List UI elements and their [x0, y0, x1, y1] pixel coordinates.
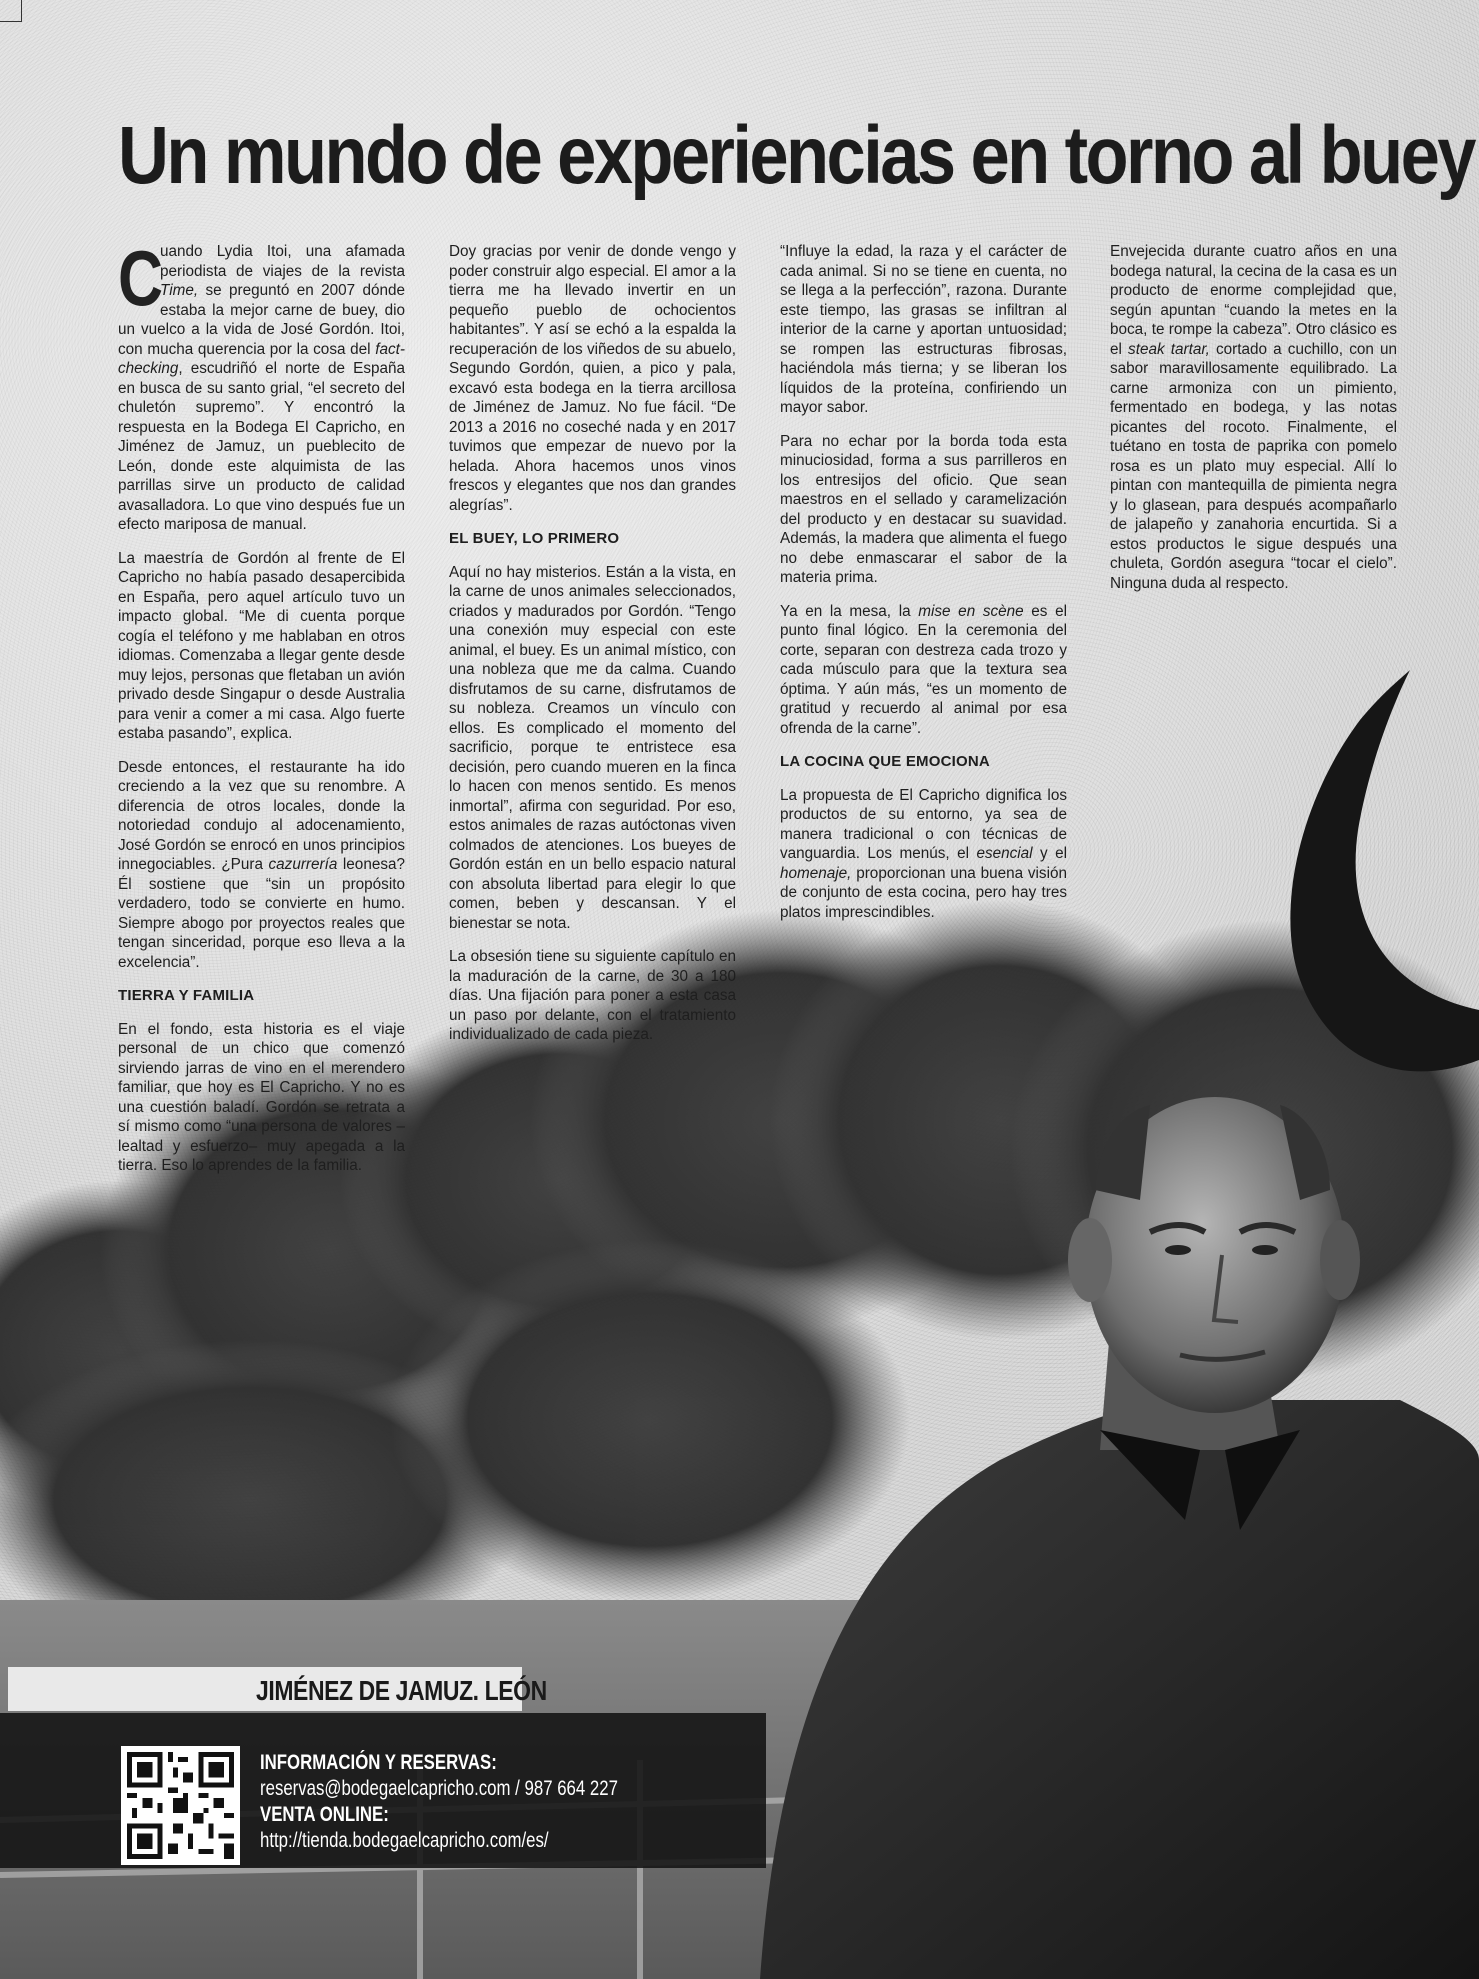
paragraph: Aquí no hay misterios. Están a la vista, en la carne de unos animales seleccionados, criados y madurados por Gordón. “Tengo una conexión muy especial con este animal, el buey. Es un animal místico, con una nobleza que me da calma. Cuando disfrutamos de su carne, disfrutamos de su nobleza. Creamos un vínculo con ellos. Es complicado el momento del sacrificio, porque te entristece esa decisión, pero cuando mueren en la finca lo hacen con menos sentido. Es menos inmortal”, afirma con seguridad. Por eso, estos animales de razas autóctonas viven colmados de atenciones. Los bueyes de Gordón están en un bello espacio natural con absoluta libertad para elegir lo que comen, beben y descansan. Y el bienestar se nota. [449, 563, 736, 932]
drop-cap: C [118, 234, 164, 322]
store-url-link[interactable]: http://tienda.bodegaelcapricho.com/es/ [260, 1829, 549, 1852]
section-heading: TIERRA Y FAMILIA [118, 987, 255, 1004]
paragraph: Para no echar por la borda toda esta minuciosidad, forma a sus parrilleros en los entresijos del oficio. Que sean maestros en el sellado y caramelización del producto y en destacar su suavidad. Además, la madera que alimenta el fuego no debe enmascarar el sabor de la materia prima. [780, 432, 1067, 586]
reservations-label: INFORMACIÓN Y RESERVAS: [260, 1751, 497, 1774]
paragraph: Ya en la mesa, la mise en scène es el punto final lógico. En la ceremonia del corte, separan con destreza cada trozo y cada músculo para que la textura sea óptima. Y aún más, “es un momento de gratitud y recuerdo al animal por esa ofrenda de la carne”. [780, 602, 1067, 737]
article-column-4 [1110, 242, 1397, 607]
paragraph: La propuesta de El Capricho dignifica los productos de su entorno, ya sea de manera tradicional o con técnicas de vanguardia. Los menús, el esencial y el homenaje, proporcionan una buena visión de conjunto de esta cocina, pero hay tres platos imprescindibles. [780, 786, 1067, 921]
paragraph: “Influye la edad, la raza y el carácter de cada animal. Si no se tiene en cuenta, no se llega a la perfección”, razona. Durante este tiempo, las grasas se infiltran al interior de la carne y aportan untuosidad; se rompen las estructuras fibrosas, haciéndola más tierna; y se liberan los líquidos de la proteína, confiriendo un mayor sabor. [780, 243, 1067, 416]
paragraph: La maestría de Gordón al frente de El Capricho no había pasado desapercibida en España, pero aquel artículo tuvo un impacto global. “Me di cuenta porque cogía el teléfono y me hablaban en otros idiomas. Comenzaba a llegar gente desde muy lejos, personas que fletaban un avión privado desde Singapur o desde Australia para venir a comer a mi casa. Algo fuerte estaba pasando”, explica. [118, 549, 405, 742]
paragraph: Desde entonces, el restaurante ha ido creciendo a la vez que su renombre. A diferencia de otros locales, donde la notoriedad condujo al adocenamiento, José Gordón se enrocó en unos principios innegociables. ¿Pura cazurrería leonesa? Él sostiene que “sin un propósito verdadero, todo se convierte en humo. Siempre abogo por proyectos reales que tengan sinceridad, porque eso lleva a la excelencia”. [118, 758, 405, 971]
article-column-1 [118, 234, 405, 1190]
contact-details[interactable]: reservas@bodegaelcapricho.com / 987 664 227 [260, 1777, 618, 1800]
location-label [8, 1667, 547, 1711]
contact-info [260, 1750, 618, 1854]
online-sales-label: VENTA ONLINE: [260, 1803, 389, 1826]
location-text: JIMÉNEZ DE JAMUZ. LEÓN [256, 1675, 547, 1706]
crop-mark [0, 0, 22, 22]
section-heading: LA COCINA QUE EMOCIONA [780, 753, 990, 770]
headline: Un mundo de experiencias en torno al buey [118, 110, 1474, 201]
article-column-3 [780, 242, 1067, 936]
section-heading: EL BUEY, LO PRIMERO [449, 530, 620, 547]
article-column-2 [449, 242, 736, 1059]
paragraph: C uando Lydia Itoi, una afamada periodista de viajes de la revista Time, se preguntó en 2007 dónde estaba la mejor carne de buey, dio un vuelco a la vida de José Gordón. Itoi, con mucha querencia por la cosa del fact-checking, escudriñó el norte de España en busca de su santo grial, “el secreto del chuletón supremo”. Y encontró la respuesta en la Bodega El Capricho, en Jiménez de Jamuz, un pueblecito de León, donde este alquimista de las parrillas sirve un producto de calidad avasalladora. Lo que vino después fue un efecto mariposa de manual. [118, 234, 405, 533]
paragraph: Envejecida durante cuatro años en una bodega natural, la cecina de la casa es un producto de enorme complejidad que, según apuntan “cuando la metes en la boca, te rompe la cabeza”. Otro clásico es el steak tartar, cortado a cuchillo, con un sabor maravillosamente equilibrado. La carne armoniza con un pimiento, fermentado en bodega, y las notas picantes del rocoto. Finalmente, el tuétano en tosta de paprika con pomelo rosa es un plato muy especial. Allí lo pintan con mantequilla de pimienta negra y lo glasean, para después acompañarlo de jalapeño y zanahoria encurtida. Si a estos productos le sigue después una chuleta, Gordón asegura “tocar el cielo”. Ninguna duda al respecto. [1110, 243, 1398, 592]
paragraph: En el fondo, esta historia es el viaje personal de un chico que comenzó sirviendo jarras de vino en el merendero familiar, que hoy es El Capricho. Y no es una cuestión baladí. Gordón se retrata a sí mismo como “una persona de valores –lealtad y esfuerzo– muy apegada a la tierra. Eso lo aprendes de la familia. [118, 1020, 405, 1174]
paragraph: Doy gracias por venir de donde vengo y poder construir algo especial. El amor a la tierra me ha llevado invertir en un pequeño pueblo de ochocientos habitantes”. Y así se echó a la espalda la recuperación de los viñedos de su abuelo, Segundo Gordón, quien, a pico y pala, excavó esta bodega en la tierra arcillosa de Jiménez de Jamuz. No fue fácil. “De 2013 a 2016 no coseché nada y en 2017 tuvimos que empezar de nuevo por la helada. Ahora hacemos unos vinos frescos y elegantes que nos dan grandes alegrías”. [449, 243, 736, 514]
paragraph: La obsesión tiene su siguiente capítulo en la maduración de la carne, de 30 a 180 días. Una fijación para poner a esta casa un paso por delante, con el tratamiento individualizado de cada pieza. [449, 948, 736, 1043]
qr-code-icon[interactable] [121, 1746, 240, 1865]
